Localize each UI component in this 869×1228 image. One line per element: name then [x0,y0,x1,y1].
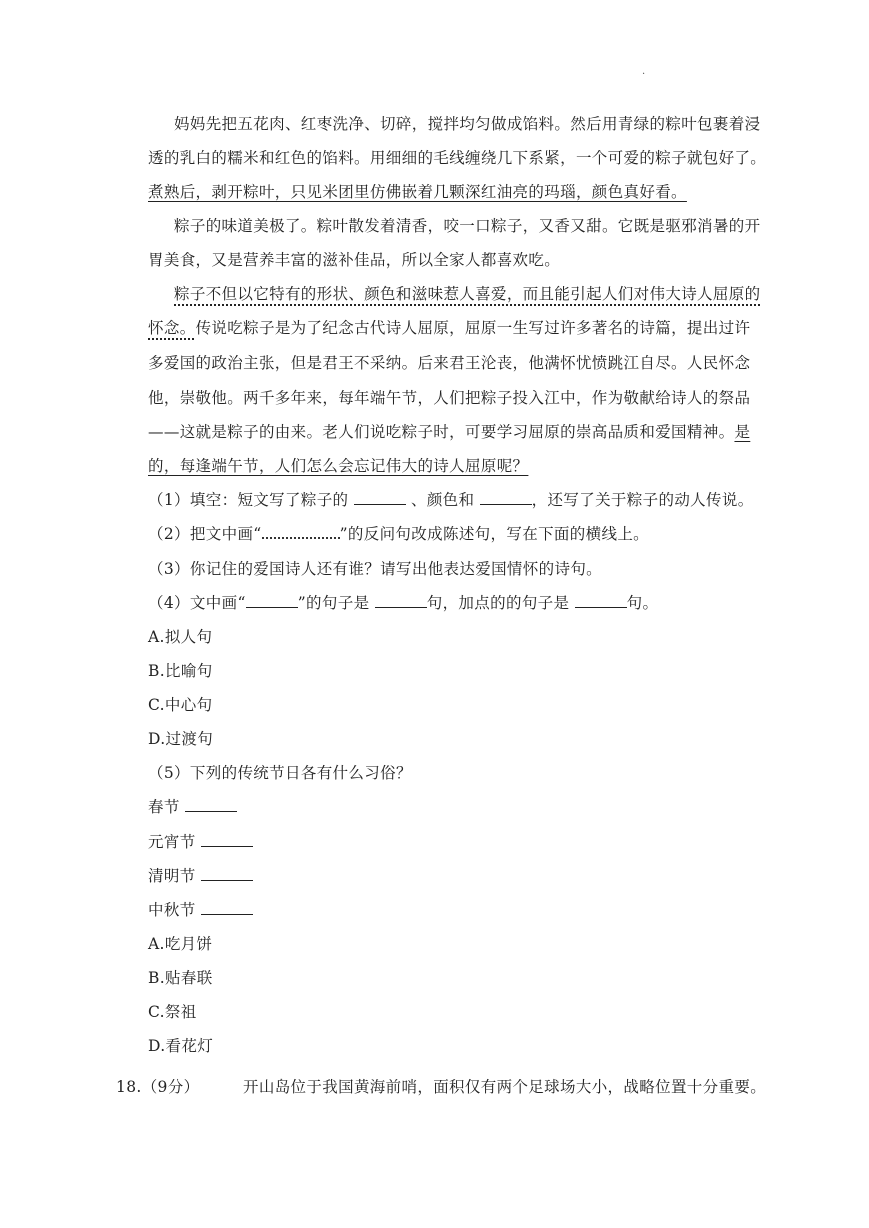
festival-row [148,864,253,886]
answer-blank[interactable] [201,868,253,881]
underline-sample [246,595,298,608]
passage-p3-dotted-sentence: 粽子不但以它特有的形状、颜色和滋味惹人喜爱，而且能引起人们对伟大诗人屈原的 [174,285,761,303]
header-mark: . [642,66,646,77]
answer-blank[interactable] [185,799,237,812]
question-4-text: （4）文中画“ [148,594,246,612]
question-1-text: 、颜色和 [410,491,475,509]
question-4-text: 句，加点的的句子是 [426,594,570,612]
next-question-number: 18.（9分） [116,1078,200,1096]
passage-p3-underlined-start: 是 [734,423,751,441]
option-c: C.祭祖 [148,1003,197,1021]
passage-p3-line5 [148,420,750,442]
answer-blank[interactable] [575,595,627,608]
question-1-text: ，还写了关于粽子的动人传说。 [531,491,754,509]
question-2-text: ”的反问句改成陈述句，写在下面的横线上。 [339,525,650,543]
question-1-text: （1）填空：短文写了粽子的 [148,491,349,509]
festival-row [148,898,253,920]
passage-p3-dotted-end: 怀念。 [148,319,196,337]
passage-p3-underlined-sentence: 的，每逢端午节，人们怎么会忘记伟大的诗人屈原呢？ [148,457,529,475]
option-a: A.拟人句 [148,628,213,646]
option-b: B.比喻句 [148,662,213,680]
passage-p2-line1: 粽子的味道美极了。粽叶散发着清香，咬一口粽子，又香又甜。它既是驱邪消暑的开 [174,217,761,235]
festival-label: 中秋节 [148,901,196,919]
question-2-text: （2）把文中画“ [148,525,262,543]
answer-blank[interactable] [201,902,253,915]
option-d: D.看花灯 [148,1037,214,1055]
passage-p3-line5-text: ——这就是粽子的由来。老人们说吃粽子时，可要学习屈原的崇高品质和爱国精神。 [148,423,735,441]
passage-p1-line2: 透的乳白的糯米和红色的馅料。用细细的毛线缠绕几下系紧，一个可爱的粽子就包好了。 [148,149,767,167]
answer-blank[interactable] [480,492,532,505]
answer-blank[interactable] [354,492,406,505]
option-d: D.过渡句 [148,730,214,748]
question-4-text: ”的句子是 [297,594,370,612]
passage-p1-underlined-sentence: 煮熟后，剥开粽叶，只见米团里仿佛嵌着几颗深红油亮的玛瑙，颜色真好看。 [148,183,687,201]
passage-p3-line2-rest: 传说吃粽子是为了纪念古代诗人屈原，屈原一生写过许多著名的诗篇，提出过许 [195,319,751,337]
festival-label: 清明节 [148,867,196,885]
festival-label: 春节 [148,798,180,816]
festival-label: 元宵节 [148,833,196,851]
question-3: （3）你记住的爱国诗人还有谁？请写出他表达爱国情怀的诗句。 [148,560,603,578]
question-1 [148,488,754,510]
question-2 [148,522,649,544]
festival-row [148,795,237,817]
next-question-text: 开山岛位于我国黄海前哨，面积仅有两个足球场大小，战略位置十分重要。 [243,1078,767,1096]
question-4-text: 句。 [626,594,659,612]
question-5: （5）下列的传统节日各有什么习俗？ [148,764,412,782]
question-4 [148,591,658,613]
festival-row [148,830,253,852]
passage-p3-line4: 他，崇敬他。两千多年来，每年端午节，人们把粽子投入江中，作为敬献给诗人的祭品 [148,389,751,407]
passage-p2-line2: 胃美食，又是营养丰富的滋补佳品，所以全家人都喜欢吃。 [148,251,561,269]
passage-p3-line3: 多爱国的政治主张，但是君王不采纳。后来君王沦丧，他满怀忧愤跳江自尽。人民怀念 [148,354,751,372]
option-a: A.吃月饼 [148,935,213,953]
answer-blank[interactable] [201,834,253,847]
wavy-line-sample [262,527,340,539]
option-c: C.中心句 [148,696,213,714]
option-b: B.贴春联 [148,969,213,987]
passage-p3-line2 [148,316,750,338]
passage-p1-line1: 妈妈先把五花肉、红枣洗净、切碎，搅拌均匀做成馅料。然后用青绿的粽叶包裹着浸 [174,115,761,133]
answer-blank[interactable] [375,595,427,608]
